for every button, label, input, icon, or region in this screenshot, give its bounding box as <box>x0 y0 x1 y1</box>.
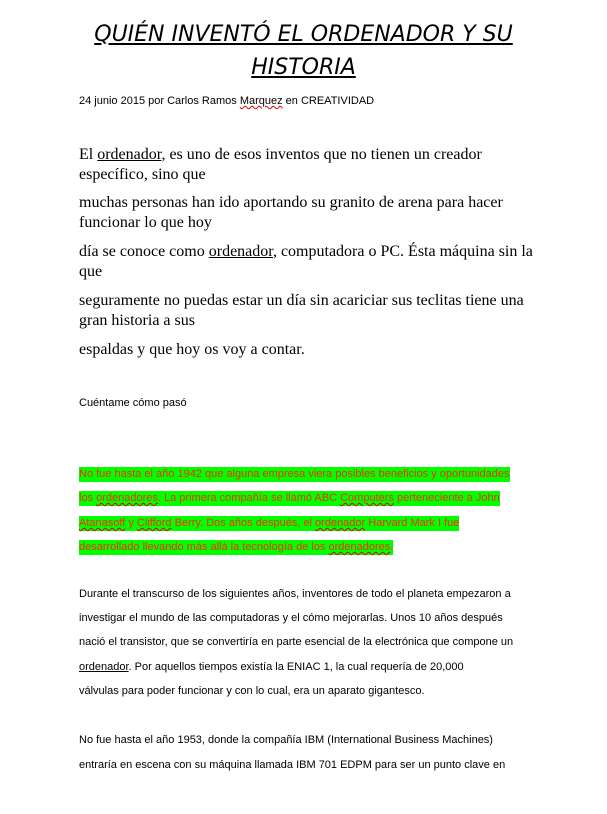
paragraph-2-line-5: válvulas para poder funcionar y con lo cual, era un aparato gigantesco. <box>79 685 425 697</box>
intro-paragraph-4: seguramente no puedas estar un día sin acariciar sus teclitas tiene una gran historia a sus <box>79 292 524 329</box>
byline-category: en CREATIVIDAD <box>282 95 375 107</box>
intro-paragraph-2: muchas personas han ido aportando su granito de arena para hacer funcionar lo que hoy <box>79 194 503 231</box>
paragraph-3-line-2: entraría en escena con su máquina llamada IBM 701 EDPM para ser un punto clave en <box>79 759 506 771</box>
paragraph-2-line-3: nació el transistor, que se convertiría en parte esencial de la electrónica que compone un <box>79 636 514 648</box>
section-subheading: Cuéntame cómo pasó <box>79 397 187 409</box>
title-line-2: HISTORIA <box>251 55 356 80</box>
ordenador-link[interactable]: ordenador <box>97 146 162 163</box>
highlight-line-3: Atanasoff y Clifford Berry. Dos años después, el ordenador Harvard Mark I fue <box>79 517 460 529</box>
clifford-word: Clifford <box>136 517 172 529</box>
title-line-1: QUIÉN INVENTÓ EL ORDENADOR Y SU <box>94 22 513 47</box>
ordenador-word: ordenador <box>315 517 366 529</box>
atanasoff-word: Atanasoff <box>79 517 126 529</box>
intro-paragraph-5: espaldas y que hoy os voy a contar. <box>79 341 305 358</box>
ordenador-link[interactable]: ordenador <box>208 243 273 260</box>
highlight-line-4: desarrollado llevando más allá la tecnología de los ordenadores. <box>79 541 394 553</box>
byline-author-surname: Marquez <box>239 95 283 107</box>
computers-word: Computers <box>340 492 394 504</box>
paragraph-3-line-1: No fue hasta el año 1953, donde la compañía IBM (International Business Machines) <box>79 734 493 746</box>
paragraph-2-line-2: investigar el mundo de las computadoras y el cómo mejorarlas. Unos 10 años después <box>79 612 503 624</box>
ordenadores-word: ordenadores <box>96 492 158 504</box>
article-title <box>60 18 547 84</box>
ordenadores-word: ordenadores <box>328 541 391 553</box>
byline-date-author: 24 junio 2015 por Carlos Ramos <box>79 95 240 107</box>
highlight-line-1: No fue hasta el año 1942 que alguna empresa viera posibles beneficios y oportunidades <box>79 468 510 480</box>
paragraph-2-line-1: Durante el transcurso de los siguientes años, inventores de todo el planeta empezaron a <box>79 588 511 600</box>
byline <box>79 95 374 107</box>
intro-paragraph-1: El ordenador, es uno de esos inventos que no tienen un creador específico, sino que <box>79 146 482 183</box>
ordenador-link[interactable]: ordenador <box>79 661 129 673</box>
paragraph-2-line-4: ordenador. Por aquellos tiempos existía la ENIAC 1, la cual requería de 20,000 <box>79 661 464 673</box>
intro-paragraph-3: día se conoce como ordenador, computadora o PC. Ésta máquina sin la que <box>79 243 533 280</box>
highlight-line-2: los ordenadores. La primera compañía se llamó ABC Computers perteneciente a John <box>79 492 500 504</box>
